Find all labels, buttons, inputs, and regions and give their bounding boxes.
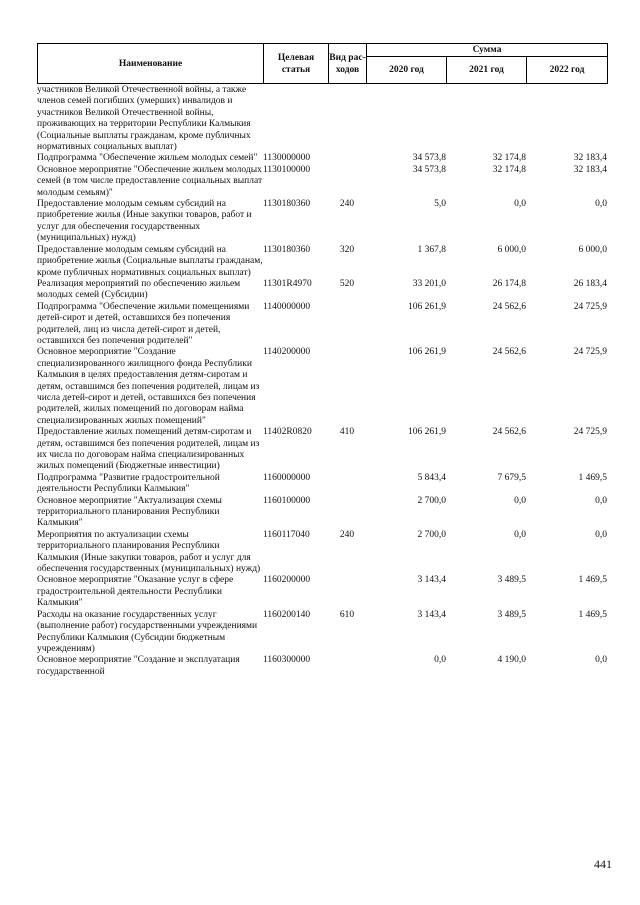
table-row bbox=[37, 473, 607, 496]
row-expense-type bbox=[328, 302, 366, 348]
row-expense-type bbox=[328, 655, 366, 678]
row-target-code: 11301R4970 bbox=[263, 278, 312, 289]
row-amount-2021: 24 562,6 bbox=[492, 301, 526, 312]
table-row bbox=[37, 575, 607, 609]
header-year-2021: 2021 год bbox=[447, 57, 527, 84]
row-amount-2022: 32 183,4 bbox=[573, 153, 607, 164]
row-amount-2022: 0,0 bbox=[595, 495, 607, 506]
row-amount-2020: 5,0 bbox=[434, 199, 446, 210]
row-name: Основное мероприятие "Оказание услуг в сфере градостроительной деятельности Республики Калмыкия" bbox=[37, 575, 234, 609]
row-expense-type bbox=[328, 473, 366, 496]
row-name: Основное мероприятие "Создание специализированного жилищного фонда Республики Калмыкия в целях предоставления детям-сиротам и детям, оставшимся без попечения родителей, лицам из числа детей-сирот и детей, оставшихся без попечения родителей, жилых помещений по договорам найма специализированных жилых помещений" bbox=[37, 347, 260, 426]
row-target-code: 1160117040 bbox=[263, 529, 310, 540]
row-amount-2020 bbox=[366, 85, 446, 153]
row-amount-2020: 34 573,8 bbox=[412, 153, 446, 164]
row-expense-type bbox=[328, 496, 366, 530]
row-expense-type bbox=[328, 85, 366, 153]
row-amount-2022: 32 183,4 bbox=[573, 164, 607, 175]
row-name: Подпрограмма "Развитие градостроительной деятельности Республики Калмыкия" bbox=[37, 472, 220, 495]
row-amount-2021: 24 562,6 bbox=[492, 347, 526, 358]
row-amount-2022: 1 469,5 bbox=[578, 472, 607, 483]
row-amount-2022: 24 725,9 bbox=[573, 427, 607, 438]
row-amount-2022: 26 183,4 bbox=[573, 278, 607, 289]
header-sum: Сумма bbox=[367, 44, 608, 57]
row-target-code: 1140000000 bbox=[263, 301, 311, 312]
row-name: Предоставление жилых помещений детям-сиротам и детям, оставшимся без попечения родителей, лицам из их числа по договорам найма специализированных жилых помещений (Бюджетные инвестиции) bbox=[37, 427, 260, 472]
table-row bbox=[37, 199, 607, 245]
row-amount-2021 bbox=[446, 85, 526, 153]
row-name: Основное мероприятие "Обеспечение жильем молодых семей (в том числе предоставление социальных выплат молодым семьям)" bbox=[37, 164, 263, 198]
header-target: Целевая статья bbox=[264, 44, 329, 84]
row-amount-2021: 6 000,0 bbox=[497, 244, 526, 255]
table-row bbox=[37, 302, 607, 348]
row-target-code: 1130000000 bbox=[263, 153, 311, 164]
row-name: Подпрограмма "Обеспечение жильми помещениями детей-сирот и детей, оставшихся без попечения родителей, лиц из числа детей-сирот и детей, оставшихся без попечения родителей" bbox=[37, 301, 250, 346]
table-row bbox=[37, 165, 607, 199]
row-target-code: 1160200140 bbox=[263, 609, 311, 620]
row-amount-2020: 5 843,4 bbox=[417, 472, 446, 483]
row-amount-2022 bbox=[526, 85, 607, 153]
table-row bbox=[37, 279, 607, 302]
row-amount-2021: 0,0 bbox=[514, 495, 526, 506]
row-amount-2021: 24 562,6 bbox=[492, 427, 526, 438]
table-row bbox=[37, 610, 607, 656]
row-amount-2021: 32 174,8 bbox=[492, 164, 526, 175]
row-amount-2020: 106 261,9 bbox=[408, 427, 446, 438]
row-amount-2021: 0,0 bbox=[514, 199, 526, 210]
row-amount-2021: 7 679,5 bbox=[497, 472, 526, 483]
row-name: Предоставление молодым семьям субсидий на приобретение жилья (Иные закупки товаров, работ и услуг для обеспечения государственных (муниципальных) нужд) bbox=[37, 199, 252, 244]
row-target-code: 1130180360 bbox=[263, 244, 311, 255]
row-name: участников Великой Отечественной войны, а также членов семей погибших (умерших) инвалидов и участников Великой Отечественной войны, проживающих на территории Республики Калмыкия (Социальные выплаты гражданам, кроме публичных нормативных социальных выплат) bbox=[37, 85, 251, 153]
row-expense-type bbox=[328, 575, 366, 609]
row-amount-2022: 6 000,0 bbox=[578, 244, 607, 255]
row-name: Предоставление молодым семьям субсидий на приобретение жилья (Социальные выплаты гражданам, кроме публичных нормативных социальных выплат) bbox=[37, 244, 263, 278]
table-row bbox=[37, 530, 607, 576]
header-vid: Вид рас-ходов bbox=[329, 44, 367, 84]
row-amount-2020: 0,0 bbox=[434, 655, 446, 666]
row-target-code: 1160100000 bbox=[263, 495, 311, 506]
row-amount-2021: 4 190,0 bbox=[497, 655, 526, 666]
row-amount-2020: 3 143,4 bbox=[417, 575, 446, 586]
row-expense-type bbox=[328, 347, 366, 427]
row-expense-type: 610 bbox=[339, 609, 355, 620]
table-header bbox=[37, 43, 608, 84]
row-name: Расходы на оказание государственных услуг (выполнение работ) государственными учреждениями Республики Калмыкия (Субсидии бюджетным учреждениям) bbox=[37, 609, 258, 654]
row-target-code: 1160000000 bbox=[263, 472, 311, 483]
row-amount-2020: 2 700,0 bbox=[417, 529, 446, 540]
row-name: Реализация мероприятий по обеспечению жильем молодых семей (Субсидии) bbox=[37, 278, 241, 301]
row-amount-2021: 3 489,5 bbox=[497, 575, 526, 586]
row-name: Основное мероприятие "Актуализация схемы территориального планирования Республики Калмыкия" bbox=[37, 495, 222, 529]
header-name: Наименование bbox=[38, 44, 264, 84]
row-expense-type: 410 bbox=[339, 427, 355, 438]
row-amount-2022: 24 725,9 bbox=[573, 347, 607, 358]
header-year-2020: 2020 год bbox=[367, 57, 447, 84]
row-name: Мероприятия по актуализации схемы территориального планирования Республики Калмыкия (Иные закупки товаров, работ и услуг для обеспечения государственных (муниципальных) нужд) bbox=[37, 529, 261, 575]
table-body bbox=[37, 85, 607, 678]
row-expense-type: 240 bbox=[339, 529, 355, 540]
row-target-code: 1160200000 bbox=[263, 575, 311, 586]
table-row bbox=[37, 496, 607, 530]
row-expense-type: 240 bbox=[339, 199, 355, 210]
table-row bbox=[37, 655, 607, 678]
row-target-code: 1140200000 bbox=[263, 347, 311, 358]
row-name: Подпрограмма "Обеспечение жильем молодых семей" bbox=[37, 153, 258, 164]
row-amount-2020: 33 201,0 bbox=[412, 278, 446, 289]
row-amount-2021: 3 489,5 bbox=[497, 609, 526, 620]
row-expense-type bbox=[328, 165, 366, 199]
row-target-code: 1130100000 bbox=[263, 164, 311, 175]
row-amount-2020: 34 573,8 bbox=[412, 164, 446, 175]
table-row bbox=[37, 85, 607, 153]
row-expense-type: 520 bbox=[339, 278, 355, 289]
table-row bbox=[37, 347, 607, 427]
header-year-2022: 2022 год bbox=[527, 57, 608, 84]
row-amount-2022: 1 469,5 bbox=[578, 575, 607, 586]
table-row bbox=[37, 427, 607, 473]
row-target-code: 1160300000 bbox=[263, 655, 311, 666]
budget-table bbox=[37, 85, 607, 678]
row-amount-2020: 106 261,9 bbox=[408, 347, 446, 358]
row-amount-2021: 0,0 bbox=[514, 529, 526, 540]
row-amount-2020: 3 143,4 bbox=[417, 609, 446, 620]
row-amount-2022: 0,0 bbox=[595, 199, 607, 210]
row-amount-2021: 26 174,8 bbox=[492, 278, 526, 289]
table-row bbox=[37, 153, 607, 164]
row-amount-2021: 32 174,8 bbox=[492, 153, 526, 164]
row-amount-2020: 106 261,9 bbox=[408, 301, 446, 312]
row-expense-type bbox=[328, 153, 366, 164]
row-name: Основное мероприятие "Создание и эксплуатация государственной bbox=[37, 655, 240, 677]
table-row bbox=[37, 245, 607, 279]
row-amount-2020: 1 367,8 bbox=[417, 244, 446, 255]
row-amount-2022: 1 469,5 bbox=[578, 609, 607, 620]
row-amount-2022: 24 725,9 bbox=[573, 301, 607, 312]
row-target-code bbox=[263, 85, 328, 153]
row-amount-2022: 0,0 bbox=[595, 655, 607, 666]
row-expense-type: 320 bbox=[339, 244, 355, 255]
row-amount-2020: 2 700,0 bbox=[417, 495, 446, 506]
page-number: 441 bbox=[594, 857, 612, 871]
row-target-code: 11402R0820 bbox=[263, 427, 312, 438]
row-amount-2022: 0,0 bbox=[595, 529, 607, 540]
row-target-code: 1130180360 bbox=[263, 199, 311, 210]
